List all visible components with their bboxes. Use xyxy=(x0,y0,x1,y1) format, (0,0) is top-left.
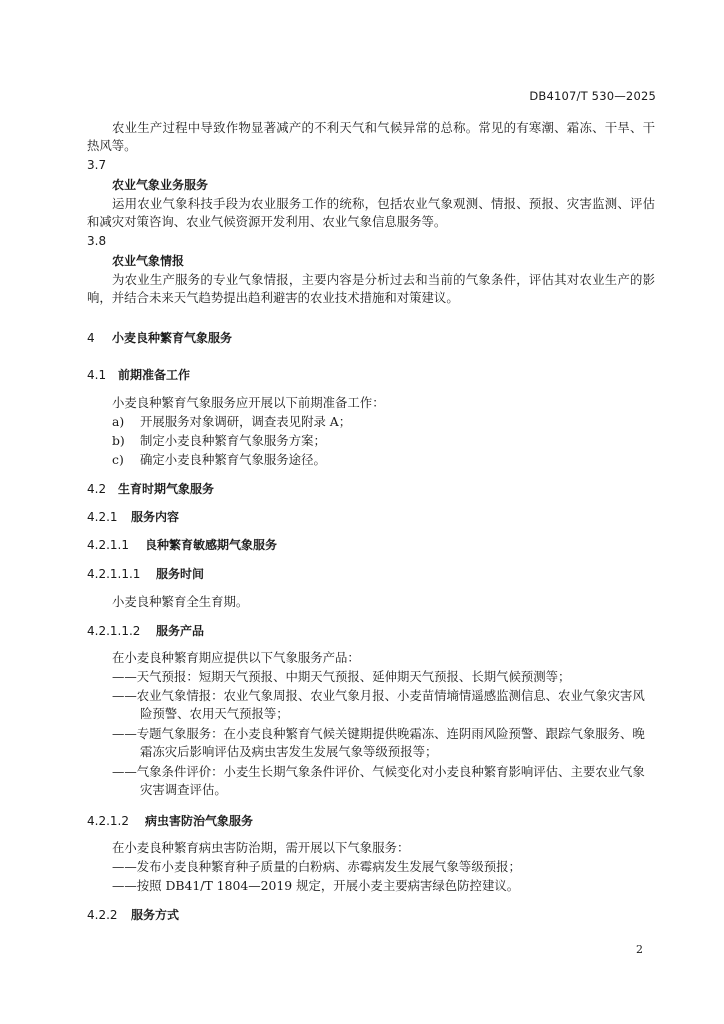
section-number: 4.2.1.2 xyxy=(87,814,129,828)
dash-list-item xyxy=(112,763,657,799)
section-number: 4.2.1 xyxy=(87,510,118,524)
dash-list-text: ——按照 DB41/T 1804—2019 规定，开展小麦主要病害绿色防控建议。 xyxy=(112,878,520,893)
dash-list-text: ——发布小麦良种繁育种子质量的白粉病、赤霉病发生发展气象等级预报； xyxy=(112,859,521,874)
dash-list-item xyxy=(112,687,657,723)
list-item xyxy=(112,451,326,469)
dash-list-text: ——农业气象情报：农业气象周报、农业气象月报、小麦苗情墒情遥感监测信息、农业气象灾害风险预警、农用天气预报等； xyxy=(112,688,645,721)
section-number: 4 xyxy=(87,331,95,345)
dash-list-item xyxy=(112,858,657,876)
list-marker: a) xyxy=(112,414,125,429)
list-text: 确定小麦良种繁育气象服务途径。 xyxy=(140,452,326,467)
lead-text-4-1: 小麦良种繁育气象服务应开展以下前期准备工作： xyxy=(112,395,385,410)
section-heading-4-2-1-1-2 xyxy=(87,622,204,640)
section-title: 小麦良种繁育气象服务 xyxy=(112,331,233,345)
section-number: 4.2.1.1 xyxy=(87,538,129,552)
section-heading-4-2-1-1-1 xyxy=(87,565,204,583)
section-heading-4-2-1-1 xyxy=(87,536,277,554)
dash-list-text: ——气象条件评价：小麦生长期气象条件评价、气候变化对小麦良种繁育影响评估、主要农业气象灾害调查评估。 xyxy=(112,764,645,797)
section-title: 服务内容 xyxy=(131,510,180,524)
section-title: 服务方式 xyxy=(131,908,180,922)
dash-list-text: ——专题气象服务：在小麦良种繁育气候关键期提供晚霜冻、连阴雨风险预警、跟踪气象服务、晚霜冻灾后影响评估及病虫害发生发展气象等级预报等； xyxy=(112,726,645,759)
term-3-8: 农业气象情报 xyxy=(112,254,185,268)
section-number: 4.2.1.1.1 xyxy=(87,567,141,581)
definition-3-7: 运用农业气象科技手段为农业服务工作的统称，包括农业气象观测、情报、预报、灾害监测、评估和减灾对策咨询、农业气候资源开发利用、农业气象信息服务等。 xyxy=(87,196,655,229)
section-heading-4 xyxy=(87,329,232,347)
lead-text-4-2-1-2: 在小麦良种繁育病虫害防治期，需开展以下气象服务： xyxy=(112,840,410,855)
section-number: 4.2.2 xyxy=(87,908,118,922)
section-title: 病虫害防治气象服务 xyxy=(145,814,254,828)
list-text: 制定小麦良种繁育气象服务方案； xyxy=(140,433,326,448)
section-number: 4.1 xyxy=(87,368,107,382)
document-code: DB4107/T 530—2025 xyxy=(529,89,656,103)
section-heading-4-1 xyxy=(87,366,190,384)
body-text-4-2-1-1-1: 小麦良种繁育全生育期。 xyxy=(112,594,249,609)
section-title: 生育时期气象服务 xyxy=(118,482,215,496)
definition-3-8: 为农业生产服务的专业气象情报，主要内容是分析过去和当前的气象条件，评估其对农业生产的影响，并结合未来天气趋势提出趋利避害的农业技术措施和对策建议。 xyxy=(87,272,655,305)
list-text: 开展服务对象调研，调查表见附录 A； xyxy=(140,414,352,429)
section-title: 服务产品 xyxy=(156,624,205,638)
list-marker: c) xyxy=(112,452,124,467)
clause-number-3-8: 3.8 xyxy=(87,234,107,248)
clause-number-3-7: 3.7 xyxy=(87,158,107,172)
dash-list-item xyxy=(112,668,657,686)
section-number: 4.2.1.1.2 xyxy=(87,624,141,638)
dash-list-item xyxy=(112,877,657,895)
list-marker: b) xyxy=(112,433,125,448)
section-title: 服务时间 xyxy=(156,567,205,581)
list-item xyxy=(112,413,351,431)
dash-list-text: ——天气预报：短期天气预报、中期天气预报、延伸期天气预报、长期气候预测等； xyxy=(112,669,571,684)
section-number: 4.2 xyxy=(87,482,107,496)
section-title: 前期准备工作 xyxy=(118,368,191,382)
section-title: 良种繁育敏感期气象服务 xyxy=(145,538,278,552)
lead-text-4-2-1-1-2: 在小麦良种繁育期应提供以下气象服务产品： xyxy=(112,650,360,665)
section-heading-4-2-1-2 xyxy=(87,812,253,830)
section-heading-4-2-1 xyxy=(87,508,179,526)
section-heading-4-2-2 xyxy=(87,906,179,924)
dash-list-item xyxy=(112,725,657,761)
section-heading-4-2 xyxy=(87,480,214,498)
list-item xyxy=(112,432,326,450)
term-3-7: 农业气象业务服务 xyxy=(112,178,209,192)
page-number: 2 xyxy=(636,943,643,956)
intro-paragraph: 农业生产过程中导致作物显著减产的不利天气和气候异常的总称。常见的有寒潮、霜冻、干旱、干热风等。 xyxy=(87,120,655,153)
